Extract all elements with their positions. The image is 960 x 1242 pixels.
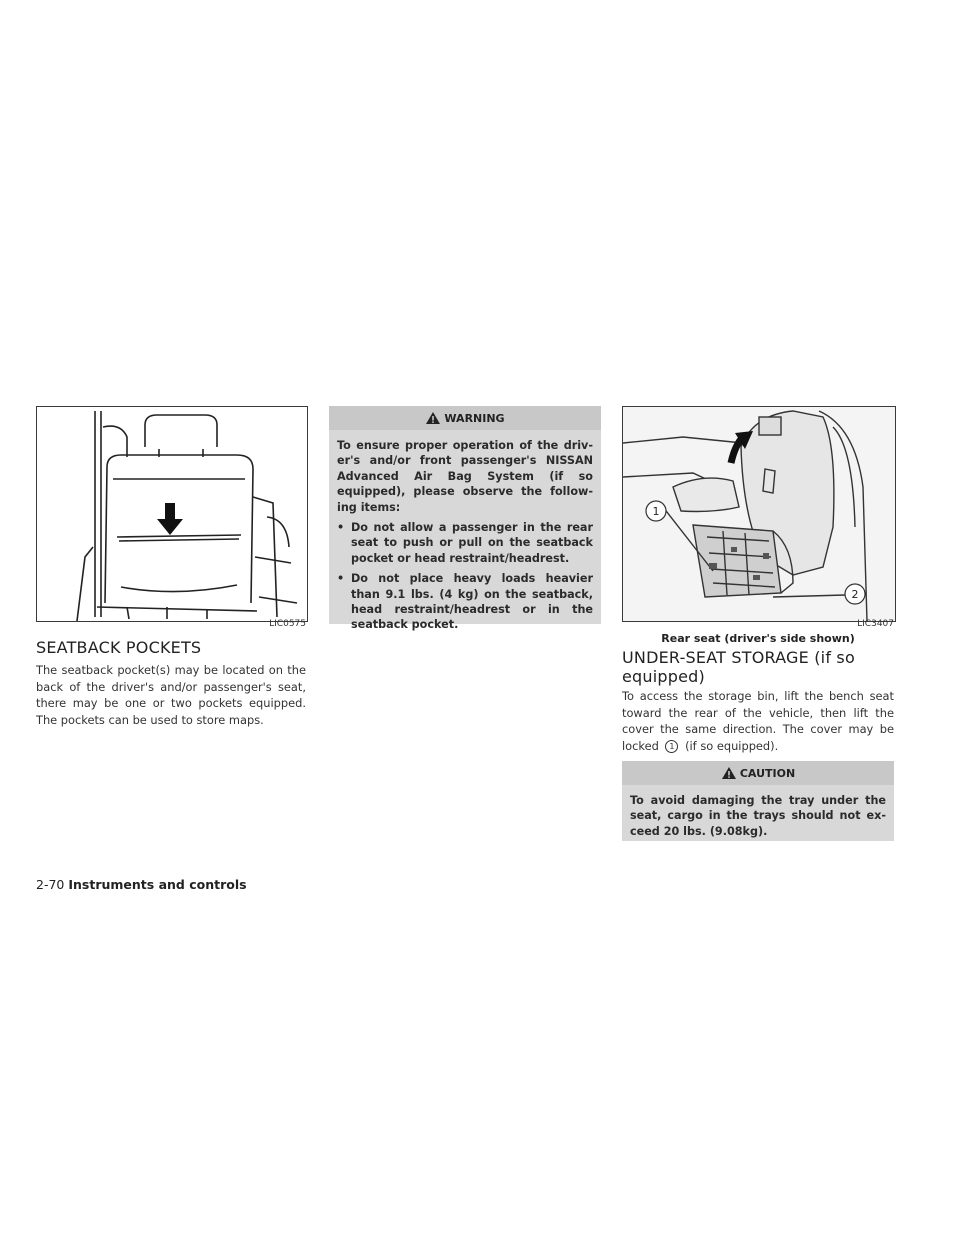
- warning-header: [329, 406, 601, 430]
- page-number: 2-70: [36, 877, 65, 892]
- section-heading: UNDER-SEAT STORAGE (if so equipped): [622, 648, 855, 686]
- warning-bullet: • Do not place heavy loads heavier than 9.1 lbs. (4 kg) on the seatback, head restraint/headrest or in the seatback pocket.: [337, 572, 593, 632]
- under-seat-illustration: [623, 407, 895, 621]
- warning-triangle-icon: [425, 411, 441, 425]
- figure-code: LIC3407: [857, 619, 894, 629]
- warning-body: [329, 430, 601, 648]
- warning-title: WARNING: [444, 411, 505, 425]
- warning-bullet-text: Do not place heavy loads heavier than 9.1 lbs. (4 kg) on the seatback, head restraint/headrest or in the seatback pocket.: [351, 572, 593, 632]
- caution-triangle-icon: [721, 766, 737, 780]
- section-heading: SEATBACK POCKETS: [36, 638, 202, 657]
- caution-box: [622, 761, 894, 841]
- section-paragraph: The seatback pocket(s) may be located on the back of the driver's and/or passenger's seat, there may be one or two pockets equipped. The pockets can be used to store maps.: [36, 663, 306, 727]
- svg-text:1: 1: [652, 505, 660, 518]
- section-paragraph: [622, 688, 894, 754]
- warning-bullet-text: Do not allow a passenger in the rear seat to push or pull on the seatback pocket or head restraint/headrest.: [351, 521, 593, 565]
- svg-text:2: 2: [851, 588, 859, 601]
- caution-body: To avoid damaging the tray under the seat, cargo in the trays should not ex-ceed 20 lbs. (9.08kg).: [630, 794, 886, 838]
- figure-code: LIC0575: [269, 619, 306, 629]
- paragraph-text: To access the storage bin, lift the bench seat toward the rear of the vehicle, then lift the cover the same direction. The cover may be locked: [622, 689, 894, 753]
- seatback-illustration: [37, 407, 307, 621]
- figure-caption: Rear seat (driver's side shown): [661, 632, 855, 645]
- page-footer: [36, 877, 436, 892]
- callout-2: [845, 584, 865, 604]
- caution-title: CAUTION: [739, 766, 796, 780]
- under-seat-figure: [622, 406, 896, 622]
- callout-1: [646, 501, 666, 521]
- warning-bullet: • Do not allow a passenger in the rear seat to push or pull on the seatback pocket or head restraint/headrest.: [337, 521, 593, 565]
- down-arrow-icon: [157, 503, 183, 535]
- seatback-figure: [36, 406, 308, 622]
- caution-header: [622, 761, 894, 785]
- paragraph-text: (if so equipped).: [685, 738, 779, 753]
- lock-callout-marker: 1: [665, 740, 678, 753]
- warning-intro: To ensure proper operation of the driv-er's and/or front passenger's NISSAN Advanced Air Bag System (if so equipped), please observe the follow-ing items:: [337, 439, 593, 514]
- footer-section-title: Instruments and controls: [68, 877, 247, 892]
- warning-box: [329, 406, 601, 632]
